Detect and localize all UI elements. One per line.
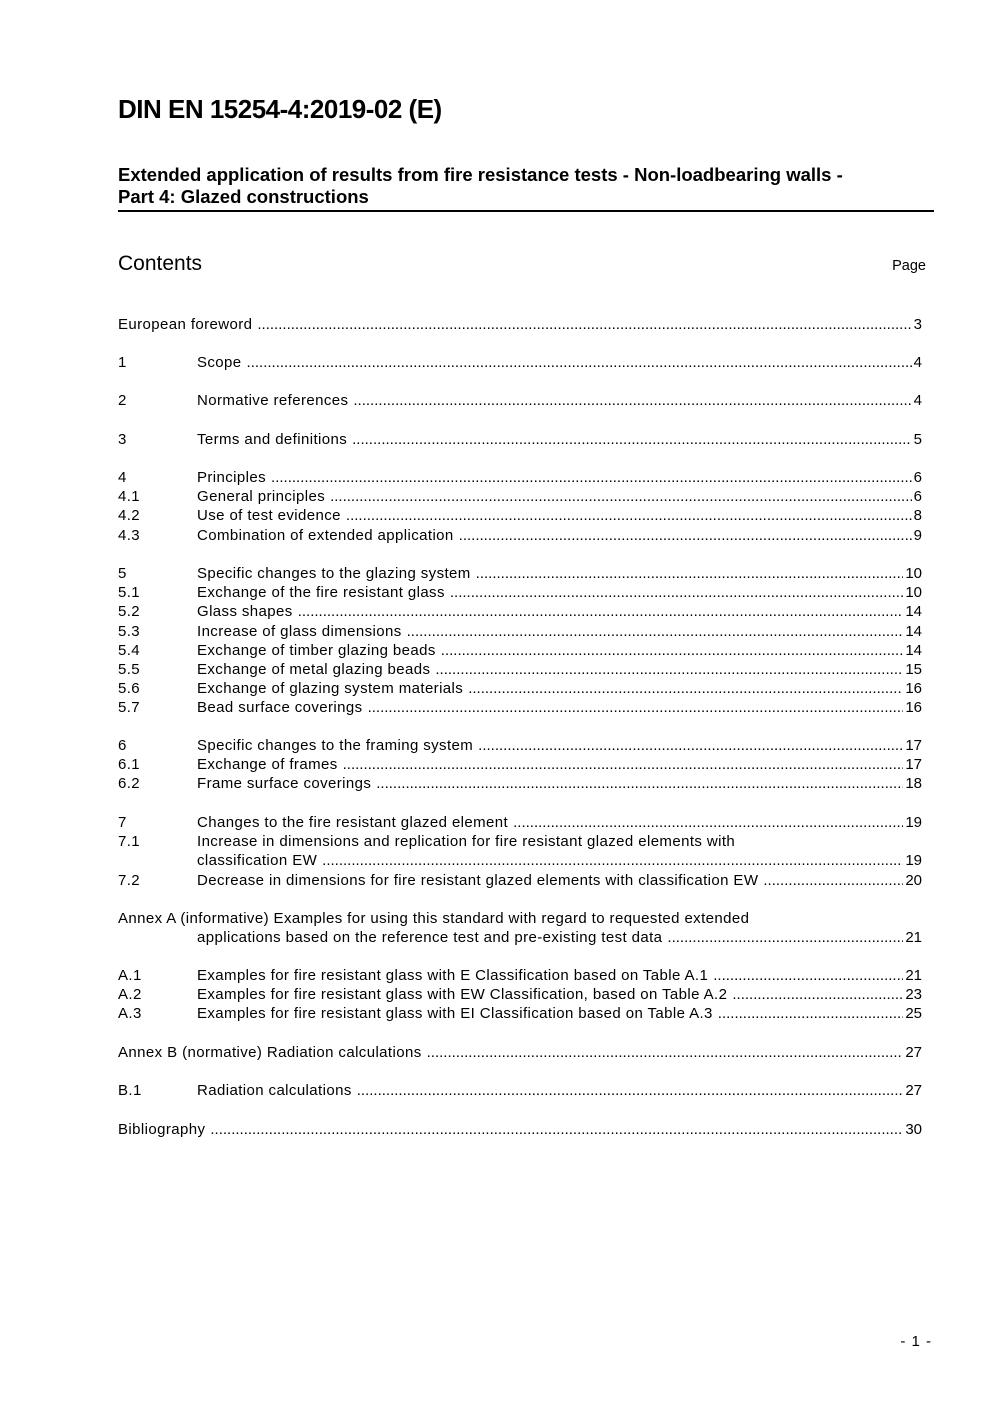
leader-dots <box>257 315 911 334</box>
toc-entry-page: 8 <box>913 507 922 525</box>
toc-entry-text: Bibliography <box>118 1121 206 1138</box>
toc-entry[interactable] <box>118 660 922 679</box>
toc-group-foreword <box>118 315 922 334</box>
leader-dots <box>346 506 912 525</box>
toc-entry-page: 9 <box>913 526 922 544</box>
footer-page-number: - 1 - <box>900 1333 932 1350</box>
toc-entry-number: 7 <box>118 814 127 831</box>
toc-entry-number: 7.2 <box>118 871 141 889</box>
toc-entry[interactable] <box>118 813 922 832</box>
leader-dots <box>247 353 912 372</box>
leader-dots <box>343 755 904 774</box>
toc-entry-number: 5.3 <box>118 622 141 640</box>
toc-entry-number: 6.2 <box>118 775 141 793</box>
toc-entry-number: A.3 <box>118 1005 142 1023</box>
toc-group <box>118 1081 922 1100</box>
toc-entry-text: Glass shapes <box>197 603 293 621</box>
toc-entry-page: 14 <box>905 603 922 621</box>
toc-entry-page: 27 <box>905 1082 922 1099</box>
toc-entry-page: 10 <box>905 565 922 582</box>
leader-dots <box>210 1120 903 1139</box>
toc-entry-page: 17 <box>905 737 922 754</box>
leader-dots <box>459 526 912 545</box>
toc-entry[interactable] <box>118 430 922 449</box>
toc-entry-number: A.2 <box>118 986 142 1004</box>
toc-entry-number: 5.7 <box>118 699 141 717</box>
toc-entry-page: 15 <box>905 660 922 678</box>
toc-entry-text: Bead surface coverings <box>197 699 363 717</box>
title-rule <box>118 210 934 212</box>
toc-entry-continuation[interactable] <box>118 851 922 870</box>
toc-entry-number: 2 <box>118 392 127 409</box>
toc-group <box>118 736 922 794</box>
toc-entry-page: 3 <box>913 316 922 333</box>
toc-entry[interactable] <box>118 526 922 545</box>
toc-entry[interactable] <box>118 468 922 487</box>
toc-entry-text: applications based on the reference test and pre-existing test data <box>197 929 663 947</box>
leader-dots <box>478 736 903 755</box>
toc-group <box>118 468 922 545</box>
toc-entry-page: 27 <box>905 1044 922 1061</box>
toc-entry-page: 4 <box>913 392 922 409</box>
leader-dots <box>357 1081 904 1100</box>
toc-entry-page: 16 <box>905 680 922 698</box>
page-column-label: Page <box>892 258 926 274</box>
document-subtitle <box>118 164 934 208</box>
document-id: DIN EN 15254-4:2019-02 (E) <box>118 94 442 124</box>
subtitle-line: Part 4: Glazed constructions <box>118 186 369 207</box>
toc-entry-number: 4.3 <box>118 526 141 544</box>
toc-entry[interactable] <box>118 353 922 372</box>
toc-entry-page: 20 <box>905 871 922 889</box>
contents-heading: Contents <box>118 252 203 275</box>
toc-entry-foreword[interactable] <box>118 315 922 334</box>
toc-entry-text: Combination of extended application <box>197 526 454 544</box>
leader-dots <box>368 698 904 717</box>
toc-group <box>118 353 922 372</box>
toc-entry-text: Specific changes to the glazing system <box>197 565 471 582</box>
toc-entry[interactable] <box>118 985 922 1004</box>
toc-entry-page: 5 <box>913 431 922 448</box>
toc-entry-number: 6.1 <box>118 756 141 774</box>
toc-entry-page: 4 <box>913 354 922 371</box>
toc-entry-number: A.1 <box>118 967 142 984</box>
toc-entry-number: 7.1 <box>118 833 141 851</box>
subtitle-line: Extended application of results from fire resistance tests - Non-loadbearing walls - <box>118 164 843 185</box>
toc-entry-page: 6 <box>913 488 922 506</box>
toc-entry[interactable] <box>118 679 922 698</box>
toc-entry-text: Examples for fire resistant glass with E Classification based on Table A.1 <box>197 967 709 984</box>
leader-dots <box>732 985 903 1004</box>
leader-dots <box>352 430 912 449</box>
toc-group-annex-a <box>118 909 922 947</box>
toc-entry[interactable] <box>118 1004 922 1023</box>
toc-entry-text: Examples for fire resistant glass with EW Classification, based on Table A.2 <box>197 986 728 1004</box>
leader-dots <box>476 564 904 583</box>
toc-entry-text: Specific changes to the framing system <box>197 737 474 754</box>
toc-entry-number: 5.6 <box>118 680 141 698</box>
toc-entry[interactable] <box>118 736 922 755</box>
toc-entry-page: 14 <box>905 622 922 640</box>
toc-entry[interactable] <box>118 622 922 641</box>
toc-entry[interactable] <box>118 583 922 602</box>
leader-dots <box>763 871 903 890</box>
toc-group <box>118 564 922 718</box>
toc-entry-number: 5 <box>118 565 127 582</box>
toc-entry[interactable] <box>118 641 922 660</box>
toc-entry-text: Annex B (normative) Radiation calculations <box>118 1044 422 1061</box>
leader-dots <box>513 813 903 832</box>
toc-entry-number: 6 <box>118 737 127 754</box>
toc-entry[interactable] <box>118 1081 922 1100</box>
toc-group <box>118 430 922 449</box>
toc-entry-page: 10 <box>905 584 922 602</box>
toc-entry-page: 19 <box>905 852 922 870</box>
toc-entry-number: 1 <box>118 354 127 371</box>
toc-entry-text: Decrease in dimensions for fire resistant glazed elements with classification EW <box>197 871 759 889</box>
toc-entry[interactable] <box>118 871 922 890</box>
toc-entry-text: Exchange of the fire resistant glass <box>197 584 445 602</box>
leader-dots <box>718 1004 904 1023</box>
leader-dots <box>713 966 903 985</box>
leader-dots <box>468 679 903 698</box>
toc-entry-page: 19 <box>905 814 922 831</box>
toc-entry-number: 4 <box>118 469 127 486</box>
toc-entry-annex-a[interactable] <box>118 909 922 928</box>
toc-group <box>118 966 922 1024</box>
toc-entry-page: 30 <box>905 1121 922 1138</box>
toc-entry-text: Normative references <box>197 392 349 409</box>
toc-group <box>118 813 922 890</box>
toc-group <box>118 391 922 410</box>
toc-entry[interactable] <box>118 698 922 717</box>
toc-entry-page: 23 <box>905 986 922 1004</box>
toc-entry-text: Principles <box>197 469 267 486</box>
leader-dots <box>667 928 903 947</box>
leader-dots <box>441 641 904 660</box>
toc-entry[interactable] <box>118 832 922 851</box>
toc-entry-text: Scope <box>197 354 242 371</box>
toc-entry-page: 6 <box>913 469 922 486</box>
toc-entry-text: General principles <box>197 488 326 506</box>
leader-dots <box>330 487 912 506</box>
toc-entry-text: Radiation calculations <box>197 1082 352 1099</box>
toc-entry[interactable] <box>118 602 922 621</box>
toc-entry-number: B.1 <box>118 1082 142 1099</box>
toc-entry[interactable] <box>118 966 922 985</box>
toc-entry-page: 17 <box>905 756 922 774</box>
toc-entry-number: 3 <box>118 431 127 448</box>
toc-entry-text: European foreword <box>118 316 253 333</box>
toc-entry-number: 4.1 <box>118 488 141 506</box>
leader-dots <box>427 1043 904 1062</box>
toc-entry[interactable] <box>118 774 922 793</box>
toc-entry-annex-b[interactable] <box>118 1043 922 1062</box>
toc-entry-number: 4.2 <box>118 507 141 525</box>
toc-entry-text: Changes to the fire resistant glazed element <box>197 814 509 831</box>
toc-entry-text: Exchange of timber glazing beads <box>197 641 436 659</box>
toc-entry[interactable] <box>118 391 922 410</box>
leader-dots <box>450 583 903 602</box>
toc-entry-text: Terms and definitions <box>197 431 348 448</box>
toc-entry-page: 21 <box>905 929 922 947</box>
toc-group-bibliography <box>118 1120 922 1139</box>
toc-entry-page: 25 <box>905 1005 922 1023</box>
toc-entry[interactable] <box>118 564 922 583</box>
toc-entry-text: classification EW <box>197 852 318 870</box>
leader-dots <box>322 851 903 870</box>
toc-entry-page: 16 <box>905 699 922 717</box>
toc-entry-number: 5.4 <box>118 641 141 659</box>
toc-entry-number: 5.5 <box>118 660 141 678</box>
leader-dots <box>353 391 911 410</box>
toc-entry-bibliography[interactable] <box>118 1120 922 1139</box>
toc-entry-text: Use of test evidence <box>197 507 341 525</box>
toc-entry-continuation[interactable] <box>118 928 922 947</box>
leader-dots <box>435 660 903 679</box>
toc-entry-page: 14 <box>905 641 922 659</box>
toc-entry-text: Annex A (informative) Examples for using this standard with regard to requested extended <box>118 910 750 927</box>
leader-dots <box>407 622 904 641</box>
toc-entry-text: Exchange of glazing system materials <box>197 680 464 698</box>
toc-entry-text: Increase in dimensions and replication for fire resistant glazed elements with <box>197 833 736 851</box>
toc-group-annex-b <box>118 1043 922 1062</box>
toc-entry-number: 5.1 <box>118 584 141 602</box>
toc-entry-text: Exchange of frames <box>197 756 338 774</box>
toc-entry-text: Increase of glass dimensions <box>197 622 402 640</box>
toc-entry-text: Frame surface coverings <box>197 775 372 793</box>
toc-entry[interactable] <box>118 487 922 506</box>
toc-entry[interactable] <box>118 506 922 525</box>
toc-entry-text: Exchange of metal glazing beads <box>197 660 431 678</box>
toc-entry[interactable] <box>118 755 922 774</box>
toc-entry-page: 21 <box>905 967 922 984</box>
toc-entry-text: Examples for fire resistant glass with EI Classification based on Table A.3 <box>197 1005 713 1023</box>
leader-dots <box>298 602 904 621</box>
toc-entry-number: 5.2 <box>118 603 141 621</box>
leader-dots <box>271 468 912 487</box>
toc-entry-page: 18 <box>905 775 922 793</box>
leader-dots <box>376 774 903 793</box>
